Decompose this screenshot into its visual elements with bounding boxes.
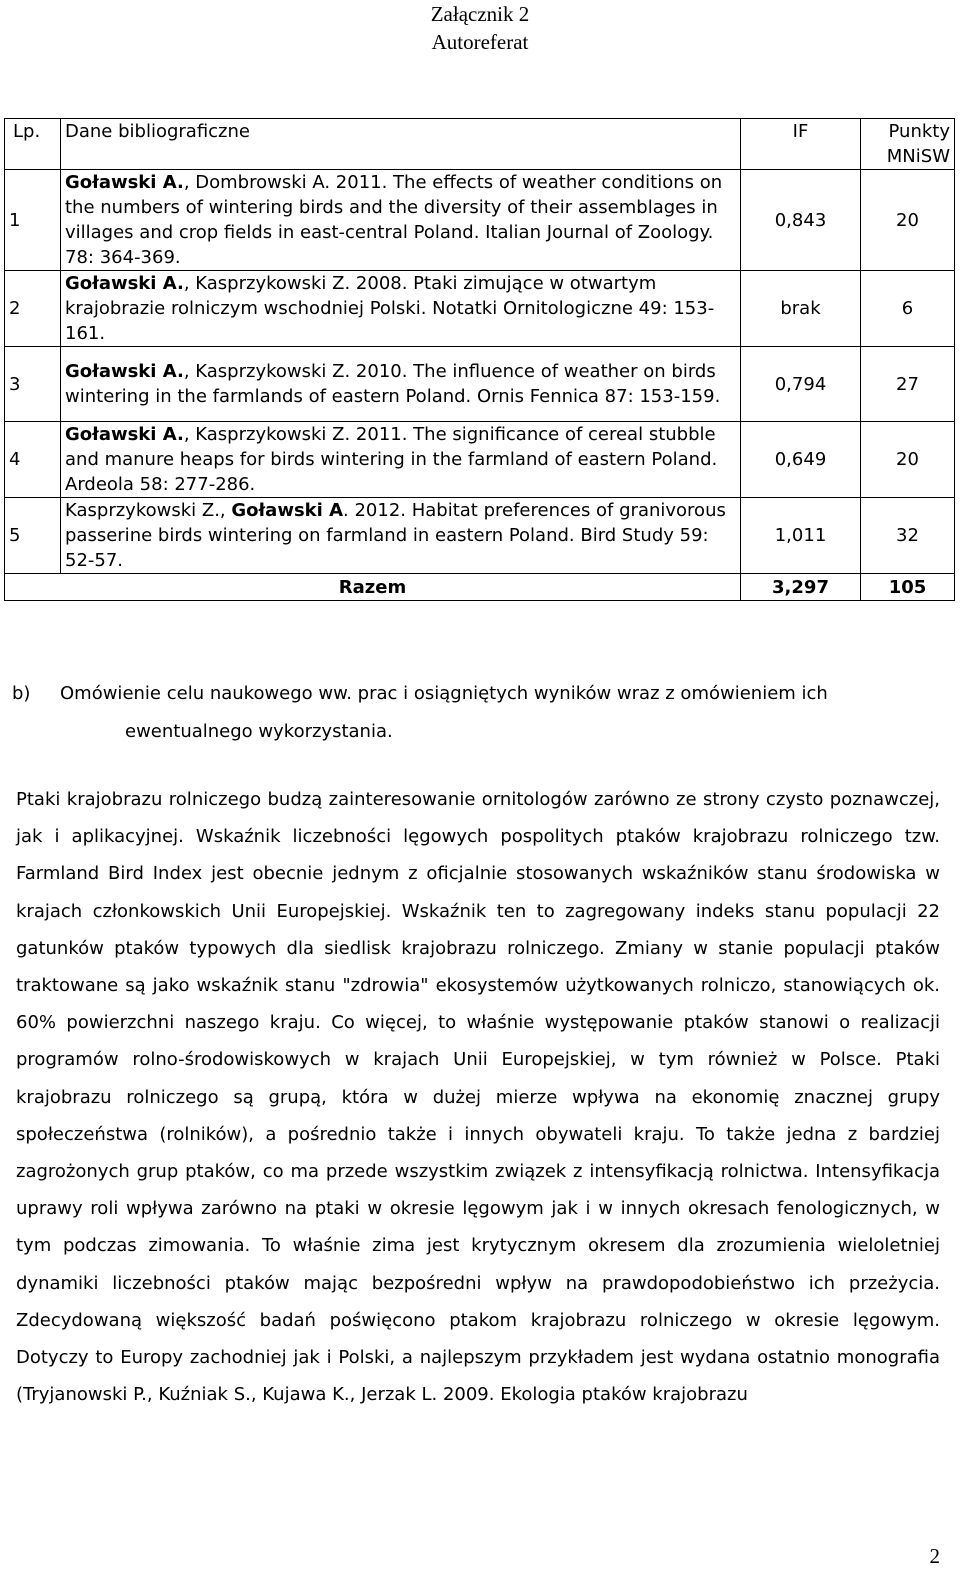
table-row [5, 347, 955, 422]
bibliography-table [4, 118, 955, 601]
section-heading-line2: ewentualnego wykorzystania. [125, 721, 393, 742]
citation-rest: , Kasprzykowski Z. 2010. The influence of weather on birds wintering in the farmlands of eastern Poland. Ornis Fennica 87: 153-159. [65, 361, 721, 407]
author-bold: Goławski A. [65, 172, 184, 193]
author-bold: Goławski A [231, 500, 344, 521]
section-heading-line1: Omówienie celu naukowego ww. prac i osiągniętych wyników wraz z omówieniem ich [60, 683, 828, 704]
header-lp: Lp. [5, 119, 61, 170]
table-row [5, 422, 955, 498]
points: 20 [861, 422, 955, 498]
table-row [5, 271, 955, 347]
page-number: 2 [929, 1544, 940, 1568]
table-row [5, 498, 955, 574]
impact-factor: 0,794 [741, 347, 861, 422]
row-number: 1 [5, 170, 61, 271]
points: 6 [861, 271, 955, 347]
citation [61, 170, 741, 271]
impact-factor: 0,843 [741, 170, 861, 271]
section-marker: b) [12, 683, 31, 704]
author-bold: Goławski A. [65, 424, 184, 445]
row-number: 2 [5, 271, 61, 347]
total-if: 3,297 [741, 574, 861, 601]
citation [61, 498, 741, 574]
citation-rest: , Dombrowski A. 2011. The effects of weather conditions on the numbers of wintering birds and the diversity of their assemblages in villages and crop fields in east-central Poland. Italian Journal of Zoology. 78: 364-369. [65, 172, 723, 268]
annex-title: Załącznik 2 [430, 2, 530, 26]
impact-factor: brak [741, 271, 861, 347]
total-points: 105 [861, 574, 955, 601]
author-bold: Goławski A. [65, 361, 184, 382]
points: 27 [861, 347, 955, 422]
section-b-heading [12, 675, 942, 751]
document-header [0, 0, 960, 56]
total-row [5, 574, 955, 601]
points: 32 [861, 498, 955, 574]
row-number: 4 [5, 422, 61, 498]
citation [61, 271, 741, 347]
row-number: 3 [5, 347, 61, 422]
citation [61, 347, 741, 422]
impact-factor: 0,649 [741, 422, 861, 498]
citation [61, 422, 741, 498]
document-subtitle: Autoreferat [431, 30, 529, 54]
row-number: 5 [5, 498, 61, 574]
impact-factor: 1,011 [741, 498, 861, 574]
header-punkty: Punkty MNiSW [861, 119, 955, 170]
citation-rest: , Kasprzykowski Z. 2008. Ptaki zimujące w otwartym krajobrazie rolniczym wschodniej Polski. Notatki Ornitologiczne 49: 153-161. [65, 273, 715, 344]
header-if: IF [741, 119, 861, 170]
citation-rest: . 2012. Habitat preferences of granivorous passerine birds wintering on farmland in eastern Poland. Bird Study 59: 52-57. [65, 500, 726, 571]
total-label: Razem [5, 574, 741, 601]
header-dane: Dane bibliograficzne [61, 119, 741, 170]
citation-rest: , Kasprzykowski Z. 2011. The significance of cereal stubble and manure heaps for birds wintering in the farmland of eastern Poland. Ardeola 58: 277-286. [65, 424, 718, 495]
body-paragraph: Ptaki krajobrazu rolniczego budzą zainteresowanie ornitologów zarówno ze strony czysto poznawczej, jak i aplikacyjnej. Wskaźnik liczebności lęgowych pospolitych ptaków krajobrazu rolniczego tzw. Farmland Bird Index jest obecnie jednym z oficjalnie stosowanych wskaźników stanu środowiska w krajach członkowskich Unii Europejskiej. Wskaźnik ten to zagregowany indeks stanu populacji 22 gatunków ptaków typowych dla siedlisk krajobrazu rolniczego. Zmiany w stanie populacji ptaków traktowane są jako wskaźnik stanu "zdrowia" ekosystemów użytkowanych rolniczo, stanowiących ok. 60% powierzchni naszego kraju. Co więcej, to właśnie występowanie ptaków stanowi o realizacji programów rolno-środowiskowych w krajach Unii Europejskiej, w tym również w Polsce. Ptaki krajobrazu rolniczego są grupą, która w dużej mierze wpływa na ekonomię znacznej grupy społeczeństwa (rolników), a pośrednio także i innych obywateli kraju. To także jedna z bardziej zagrożonych grup ptaków, co ma przede wszystkim związek z intensyfikacją rolnictwa. Intensyfikacja uprawy roli wpływa zarówno na ptaki w okresie lęgowym jak i w innych okresach fenologicznych, w tym podczas zimowania. To właśnie zima jest krytycznym okresem dla zrozumienia wieloletniej dynamiki liczebności ptaków mając bezpośredni wpływ na prawdopodobieństwo ich przeżycia. Zdecydowaną większość badań poświęcono ptakom krajobrazu rolniczego w okresie lęgowym. Dotyczy to Europy zachodniej jak i Polski, a najlepszym przykładem jest wydana ostatnio monografia (Tryjanowski P., Kuźniak S., Kujawa K., Jerzak L. 2009. Ekologia ptaków krajobrazu [16, 789, 940, 1406]
citation-pre: Kasprzykowski Z., [65, 500, 232, 521]
table-row [5, 170, 955, 271]
table-header-row [5, 119, 955, 170]
author-bold: Goławski A. [65, 273, 184, 294]
points: 20 [861, 170, 955, 271]
